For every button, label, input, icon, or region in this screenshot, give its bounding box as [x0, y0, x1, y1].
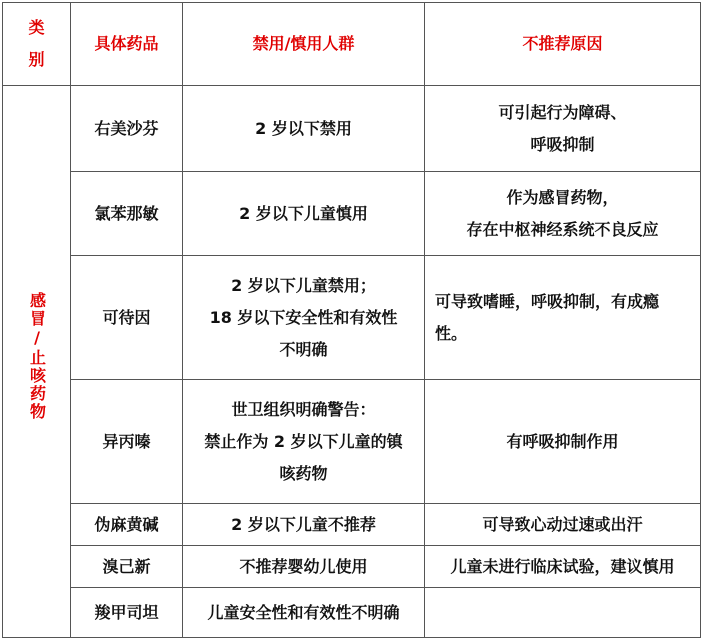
drug-name-cell: 可待因 — [71, 256, 183, 380]
restriction-cell — [183, 380, 425, 504]
restriction-line: 2 岁以下儿童禁用； — [231, 275, 376, 295]
restriction-cell — [183, 172, 425, 256]
table-row — [3, 256, 701, 380]
restriction-line: 2 岁以下禁用 — [255, 118, 352, 138]
restriction-line: 世卫组织明确警告： — [231, 399, 376, 419]
restriction-line: 儿童安全性和有效性不明确 — [207, 602, 400, 622]
restriction-cell — [183, 546, 425, 588]
header-reason: 不推荐原因 — [425, 3, 701, 86]
reason-line: 作为感冒药物， — [506, 187, 619, 207]
restriction-cell — [183, 86, 425, 172]
restriction-line: 禁止作为 2 岁以下儿童的镇 — [204, 431, 403, 451]
drug-name-cell: 溴己新 — [71, 546, 183, 588]
table-row — [3, 546, 701, 588]
drug-name-cell: 羧甲司坦 — [71, 588, 183, 638]
header-row — [3, 3, 701, 86]
restriction-cell — [183, 588, 425, 638]
drug-name-cell: 异丙嗪 — [71, 380, 183, 504]
header-category: 类别 — [3, 3, 71, 86]
table-row — [3, 504, 701, 546]
reason-cell — [425, 256, 701, 380]
reason-line: 有呼吸抑制作用 — [506, 431, 619, 451]
table-row — [3, 380, 701, 504]
table-row — [3, 588, 701, 638]
category-label: 感冒/止咳药物 — [27, 291, 47, 421]
reason-cell — [425, 380, 701, 504]
restriction-line: 2 岁以下儿童不推荐 — [231, 514, 376, 534]
restriction-cell — [183, 256, 425, 380]
table-row — [3, 86, 701, 172]
reason-line: 可导致心动过速或出汗 — [482, 514, 643, 534]
drug-name-cell: 氯苯那敏 — [71, 172, 183, 256]
table-row — [3, 172, 701, 256]
reason-cell — [425, 504, 701, 546]
restriction-cell — [183, 504, 425, 546]
restriction-line: 不明确 — [279, 339, 328, 359]
header-restriction: 禁用/慎用人群 — [183, 3, 425, 86]
reason-cell — [425, 588, 701, 638]
reason-cell — [425, 86, 701, 172]
restriction-line: 不推荐婴幼儿使用 — [239, 556, 368, 576]
drug-name-cell: 右美沙芬 — [71, 86, 183, 172]
reason-line: 可导致嗜睡，呼吸抑制，有成瘾 — [435, 291, 660, 311]
category-cell — [3, 86, 71, 638]
restriction-line: 咳药物 — [279, 463, 328, 483]
reason-line: 儿童未进行临床试验，建议慎用 — [450, 556, 675, 576]
restriction-line: 18 岁以下安全性和有效性 — [209, 307, 398, 327]
restriction-line: 2 岁以下儿童慎用 — [239, 203, 368, 223]
drug-name-cell: 伪麻黄碱 — [71, 504, 183, 546]
reason-line: 存在中枢神经系统不良反应 — [466, 219, 659, 239]
reason-cell — [425, 546, 701, 588]
header-drug: 具体药品 — [71, 3, 183, 86]
drug-restriction-table — [2, 2, 701, 638]
reason-line: 呼吸抑制 — [530, 134, 595, 154]
reason-line: 性。 — [435, 323, 468, 343]
reason-line: 可引起行为障碍、 — [498, 102, 627, 122]
reason-cell — [425, 172, 701, 256]
